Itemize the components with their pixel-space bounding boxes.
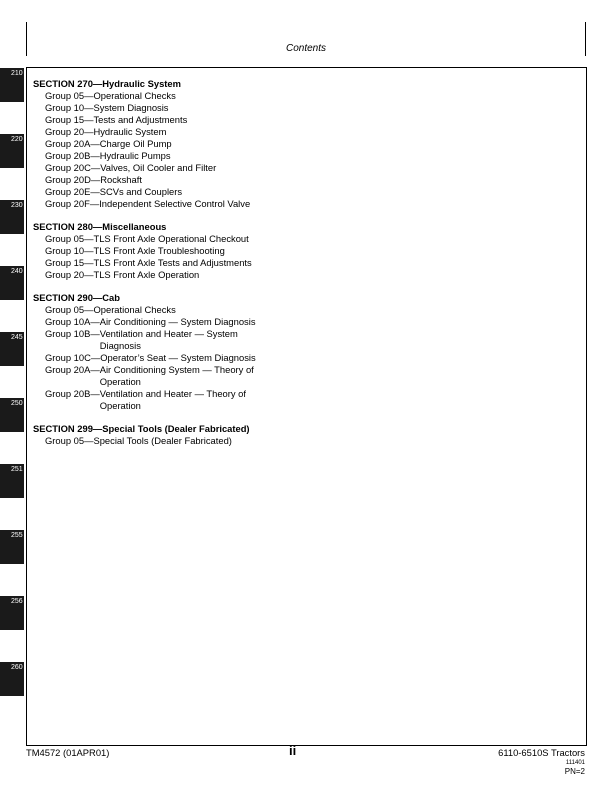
- group-title: System Diagnosis: [93, 102, 169, 113]
- print-date: 111401: [565, 760, 585, 766]
- toc-group-entry[interactable]: [33, 90, 333, 102]
- toc-group-entry[interactable]: [33, 245, 333, 257]
- pn-number: PN=2: [564, 767, 585, 776]
- toc-group-entry[interactable]: [33, 435, 333, 447]
- group-label: Group 05—: [45, 435, 94, 446]
- group-title: TLS Front Axle Troubleshooting: [93, 245, 225, 256]
- group-label: Group 10—: [45, 102, 94, 113]
- section-title[interactable]: SECTION 280—Miscellaneous: [33, 221, 167, 232]
- table-of-contents: [33, 78, 333, 458]
- group-label: Group 20D—: [45, 174, 101, 185]
- manual-id: TM4572 (01APR01): [26, 747, 110, 758]
- group-title: Tests and Adjustments: [93, 114, 188, 125]
- toc-group-entry[interactable]: [33, 102, 333, 114]
- group-title: Charge Oil Pump: [99, 138, 172, 149]
- group-label: Group 20A—: [45, 364, 100, 375]
- section-tab[interactable]: 251: [0, 464, 24, 498]
- toc-group-entry[interactable]: [33, 186, 333, 198]
- section-tab[interactable]: 210: [0, 68, 24, 102]
- section-tab[interactable]: 260: [0, 662, 24, 696]
- toc-group-entry[interactable]: [33, 126, 333, 138]
- group-title: Special Tools (Dealer Fabricated): [93, 435, 232, 446]
- toc-group-entry[interactable]: [33, 257, 333, 269]
- group-title: Valves, Oil Cooler and Filter: [100, 162, 217, 173]
- toc-group-entry[interactable]: [33, 269, 333, 281]
- group-title: TLS Front Axle Tests and Adjustments: [93, 257, 252, 268]
- group-label: Group 15—: [45, 257, 94, 268]
- section-title[interactable]: SECTION 299—Special Tools (Dealer Fabricated): [33, 423, 250, 434]
- toc-section: [33, 292, 333, 412]
- section-tab[interactable]: 255: [0, 530, 24, 564]
- group-title: Air Conditioning System — Theory of Operation: [99, 364, 254, 387]
- toc-group-entry[interactable]: [33, 388, 333, 412]
- toc-group-entry[interactable]: [33, 162, 333, 174]
- product-name: 6110-6510S Tractors: [498, 747, 585, 758]
- page-header-title: Contents: [285, 43, 327, 54]
- group-label: Group 10—: [45, 245, 94, 256]
- toc-group-entry[interactable]: [33, 316, 333, 328]
- page-number: ii: [289, 743, 297, 758]
- group-title: Independent Selective Control Valve: [99, 198, 251, 209]
- group-label: Group 10B—: [45, 328, 100, 339]
- toc-section: [33, 423, 333, 447]
- group-label: Group 20F—: [45, 198, 100, 209]
- group-title: Operational Checks: [93, 304, 176, 315]
- toc-group-entry[interactable]: [33, 364, 333, 388]
- section-tab[interactable]: 230: [0, 200, 24, 234]
- group-label: Group 05—: [45, 90, 94, 101]
- group-label: Group 20—: [45, 269, 94, 280]
- group-title: Rockshaft: [100, 174, 142, 185]
- group-title: Air Conditioning — System Diagnosis: [99, 316, 256, 327]
- section-tab[interactable]: 250: [0, 398, 24, 432]
- toc-group-entry[interactable]: [33, 150, 333, 162]
- group-title: SCVs and Couplers: [99, 186, 183, 197]
- group-label: Group 20E—: [45, 186, 100, 197]
- group-label: Group 20C—: [45, 162, 101, 173]
- group-label: Group 15—: [45, 114, 94, 125]
- group-label: Group 05—: [45, 233, 94, 244]
- group-title: Operational Checks: [93, 90, 176, 101]
- toc-group-entry[interactable]: [33, 114, 333, 126]
- section-tab[interactable]: 220: [0, 134, 24, 168]
- group-title: Operator’s Seat — System Diagnosis: [100, 352, 256, 363]
- group-label: Group 20B—: [45, 150, 100, 161]
- group-label: Group 10C—: [45, 352, 101, 363]
- toc-group-entry[interactable]: [33, 198, 333, 210]
- group-label: Group 10A—: [45, 316, 100, 327]
- toc-section: [33, 78, 333, 210]
- group-title: Ventilation and Heater — System Diagnosis: [99, 328, 238, 351]
- toc-group-entry[interactable]: [33, 352, 333, 364]
- section-tab[interactable]: 240: [0, 266, 24, 300]
- group-label: Group 20A—: [45, 138, 100, 149]
- section-tab[interactable]: 256: [0, 596, 24, 630]
- group-label: Group 20—: [45, 126, 94, 137]
- toc-group-entry[interactable]: [33, 174, 333, 186]
- group-title: Ventilation and Heater — Theory of Operation: [99, 388, 246, 411]
- toc-group-entry[interactable]: [33, 328, 333, 352]
- group-title: TLS Front Axle Operational Checkout: [93, 233, 249, 244]
- toc-section: [33, 221, 333, 281]
- toc-group-entry[interactable]: [33, 304, 333, 316]
- toc-group-entry[interactable]: [33, 138, 333, 150]
- group-label: Group 20B—: [45, 388, 100, 399]
- group-label: Group 05—: [45, 304, 94, 315]
- section-tab[interactable]: 245: [0, 332, 24, 366]
- group-title: Hydraulic Pumps: [99, 150, 171, 161]
- group-title: TLS Front Axle Operation: [93, 269, 200, 280]
- section-title[interactable]: SECTION 270—Hydraulic System: [33, 78, 181, 89]
- toc-group-entry[interactable]: [33, 233, 333, 245]
- group-title: Hydraulic System: [93, 126, 167, 137]
- section-title[interactable]: SECTION 290—Cab: [33, 292, 121, 303]
